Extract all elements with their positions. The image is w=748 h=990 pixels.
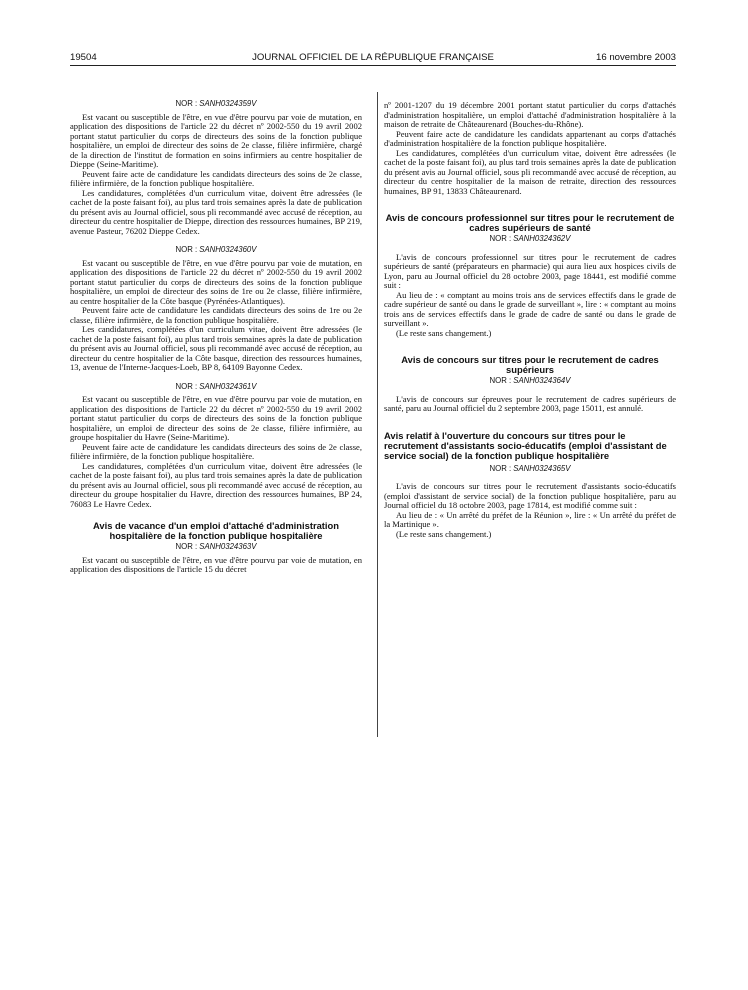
nor-code: SANH0324361V	[199, 381, 257, 391]
paragraph: Les candidatures, complétées d'un curriculum vitae, doivent être adressées (le cachet de la poste faisant foi), au plus tard trois semaines après la date de publication du présent avis au Journal officiel, sous pli recommandé avec accusé de réception, au directeur du centre hospitalier de la Côte basque, direction des ressources humaines, 13, avenue de l'Interne-Jacques-Loeb, BP 8, 64109 Bayonne Cedex.	[70, 324, 362, 372]
nor-label: NOR :	[175, 245, 198, 254]
paragraph: Les candidatures, complétées d'un curriculum vitae, doivent être adressées (le cachet de la poste faisant foi), au plus tard trois semaines après la date de publication du présent avis au Journal officiel, sous pli recommandé avec accusé de réception, au directeur du centre hospitalier de la maison de retraite, direction des ressources humaines, BP 91, 13833 Châteaurenard.	[384, 147, 676, 196]
nor-label: NOR :	[489, 463, 512, 473]
nor-code: SANH0324363V	[199, 542, 257, 551]
page-number: 19504	[70, 52, 97, 63]
paragraph: Les candidatures, complétées d'un curriculum vitae, doivent être adressées (le cachet de la poste faisant foi), au plus tard trois semaines après la date de publication du présent avis au Journal officiel, sous pli recommandé avec accusé de réception, au directeur du groupe hospitalier du Havre, direction des ressources humaines, BP 24, 76083 Le Havre Cedex.	[70, 460, 362, 509]
notice-cadres-superieurs-sante	[384, 213, 676, 338]
paragraph: nº 2001-1207 du 19 décembre 2001 portant statut particulier du corps d'attachés d'administration hospitalière, un emploi d'attaché d'administration hospitalière à la maison de retraite de Châteaurenard (Bouches-du-Rhône).	[384, 100, 676, 129]
notice-cadres-superieurs	[384, 355, 676, 414]
notice-dieppe	[70, 99, 362, 236]
nor-reference	[384, 376, 676, 386]
paragraph: Peuvent faire acte de candidature les candidats directeurs des soins de 2e classe, filière infirmière, de la fonction publique hospitalière.	[70, 441, 362, 461]
notice-heading: Avis de vacance d'un emploi d'attaché d'administration hospitalière de la fonction publique hospitalière	[93, 520, 339, 541]
paragraph: L'avis de concours sur titres pour le recrutement d'assistants socio-éducatifs (emploi d'assistant de service social) de la fonction publique hospitalière, paru au Journal officiel du 18 octobre 2003, page 17814, est modifié comme suit :	[384, 481, 676, 510]
notice-assistants-socio-educatifs	[384, 431, 676, 540]
nor-reference	[70, 99, 362, 109]
paragraph: Les candidatures, complétées d'un curriculum vitae, doivent être adressées (le cachet de la poste faisant foi), au plus tard trois semaines après la date de publication du présent avis au Journal officiel, sous pli recommandé avec accusé de réception, au directeur du centre hospitalier de Dieppe, direction des ressources humaines, BP 219, avenue Pasteur, 76202 Dieppe Cedex.	[70, 187, 362, 236]
paragraph: (Le reste sans changement.)	[396, 327, 492, 338]
right-column	[384, 101, 676, 539]
paragraph: Est vacant ou susceptible de l'être, en vue d'être pourvu par voie de mutation, en application des dispositions de l'article 22 du décret nº 2002-550 du 19 avril 2002 portant statut particulier du corps de directeurs des soins de la fonction publique hospitalière, un emploi de directeur des soins de 2e classe, filière infirmière, chargé de la direction de l'institut de formation en soins infirmiers au centre hospitalier de Dieppe (Seine-Maritime).	[70, 111, 362, 169]
nor-reference	[70, 382, 362, 392]
paragraph: Est vacant ou susceptible de l'être, en vue d'être pourvu par voie de mutation, en application des dispositions de l'article 22 du décret nº 2002-550 du 19 avril 2002 portant statut particulier du corps de directeurs des soins de la fonction publique hospitalière, un emploi de directeur des soins de 2e classe, filière infirmière, au groupe hospitalier du Havre (Seine-Maritime).	[70, 394, 362, 442]
nor-reference	[384, 464, 676, 474]
notice-heading: Avis relatif à l'ouverture du concours sur titres pour le recrutement d'assistants socio-éducatifs (emploi d'assistant de service social) de la fonction publique hospitalière	[384, 429, 667, 461]
nor-code: SANH0324359V	[199, 99, 257, 108]
nor-code: SANH0324362V	[513, 234, 571, 243]
publication-date: 16 novembre 2003	[595, 52, 676, 63]
nor-label: NOR :	[175, 542, 198, 551]
nor-label: NOR :	[489, 376, 512, 385]
paragraph: L'avis de concours professionnel sur titres pour le recrutement de cadres supérieurs de santé (préparateurs en pharmacie) qui aura lieu aux hospices civils de Lyon, paru au Journal officiel du 28 octobre 2003, page 18441, est modifié comme suit :	[384, 251, 676, 290]
paragraph: Est vacant ou susceptible de l'être, en vue d'être pourvu par voie de mutation, en application des dispositions de l'article 22 du décret nº 2002-550 du 19 avril 2002 portant statut particulier du corps de directeurs des soins de la fonction publique hospitalière, un emploi de directeur des soins de 1re ou 2e classe, filière infirmière, au centre hospitalier de la Côte basque (Pyrénées-Atlantiques).	[70, 257, 362, 306]
paragraph: Peuvent faire acte de candidature les candidats appartenant au corps d'attachés d'administration hospitalière de la fonction publique hospitalière.	[384, 128, 676, 148]
notice-cote-basque	[70, 245, 362, 373]
paragraph: Peuvent faire acte de candidature les candidats directeurs des soins de 1re ou 2e classe, filière infirmière, de la fonction publique hospitalière.	[70, 305, 362, 325]
nor-reference	[384, 234, 676, 244]
nor-code: SANH0324364V	[513, 376, 571, 385]
nor-code: SANH0324365V	[513, 463, 571, 473]
notice-heading: Avis de concours professionnel sur titres pour le recrutement de cadres supérieurs de santé	[385, 212, 675, 233]
notice-attache-continuation	[384, 101, 676, 196]
nor-label: NOR :	[489, 234, 512, 243]
nor-label: NOR :	[175, 381, 198, 391]
notice-heading: Avis de concours sur titres pour le recrutement de cadres supérieurs	[401, 354, 659, 375]
nor-code: SANH0324360V	[199, 245, 257, 254]
journal-title: JOURNAL OFFICIEL DE LA RÉPUBLIQUE FRANÇAISE	[252, 52, 494, 63]
left-column	[70, 95, 362, 575]
page-header	[70, 52, 676, 66]
notice-le-havre	[70, 382, 362, 510]
header-rule	[70, 65, 676, 66]
paragraph: Au lieu de : « comptant au moins trois ans de services effectifs dans le grade de cadre supérieur de santé ou dans le grade de surveillant », lire : « comptant au moins trois ans de services effectifs dans le grade de cadre de santé ou dans le grade de surveillant ».	[384, 289, 676, 328]
column-divider	[377, 92, 378, 737]
paragraph: Peuvent faire acte de candidature les candidats directeurs des soins de 2e classe, filière infirmière, de la fonction publique hospitalière.	[70, 168, 362, 188]
nor-reference	[70, 542, 362, 552]
paragraph: Est vacant ou susceptible de l'être, en vue d'être pourvu par voie de mutation, en application des dispositions de l'article 15 du décret	[70, 554, 362, 574]
paragraph: L'avis de concours sur épreuves pour le recrutement de cadres supérieurs de santé, paru au Journal officiel du 2 septembre 2003, page 15011, est annulé.	[384, 393, 676, 413]
nor-label: NOR :	[175, 99, 198, 108]
nor-reference	[70, 245, 362, 255]
paragraph: Au lieu de : « Un arrêté du préfet de la Réunion », lire : « Un arrêté du préfet de la Martinique ».	[384, 509, 676, 529]
notice-attache-administration	[70, 521, 362, 575]
paragraph: (Le reste sans changement.)	[396, 528, 492, 539]
